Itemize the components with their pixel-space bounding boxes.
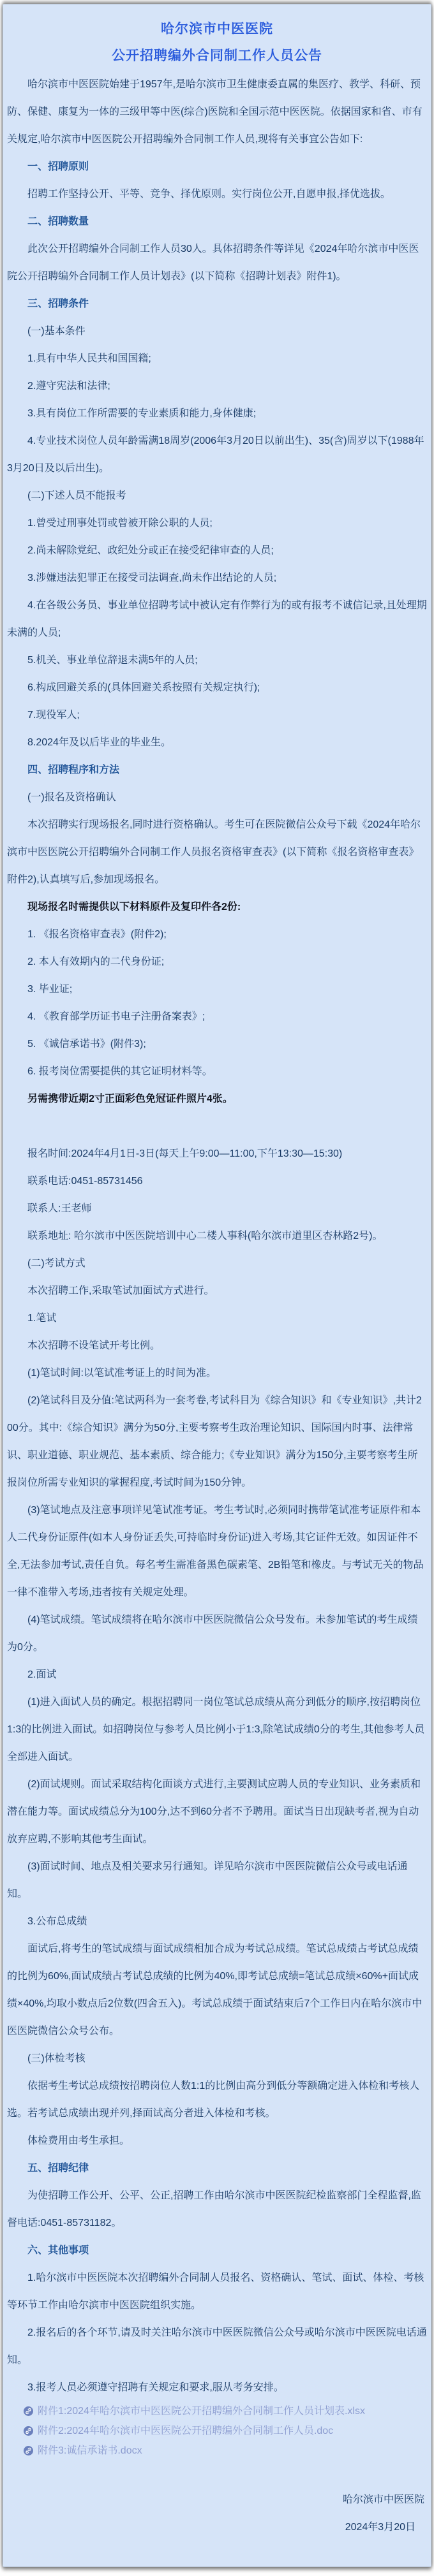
paragraph: 3.涉嫌违法犯罪正在接受司法调查,尚未作出结论的人员; bbox=[27, 573, 277, 583]
section-heading: 一、招聘原则 bbox=[27, 161, 89, 172]
attachment-label: 附件2:2024年哈尔滨市中医医院公开招聘编外合同制工作人员.doc bbox=[38, 2426, 334, 2436]
signature-date: 2024年3月20日 bbox=[345, 2522, 415, 2533]
paragraph: (三)体检考核 bbox=[27, 2053, 86, 2064]
paragraph: 3.公布总成绩 bbox=[27, 1916, 87, 1927]
paragraph: 2.遵守宪法和法律; bbox=[27, 381, 110, 392]
link-icon bbox=[24, 2446, 33, 2455]
paragraph: 联系电话:0451-85731456 bbox=[27, 1176, 143, 1187]
link-icon bbox=[24, 2426, 33, 2436]
paragraph: 5.机关、事业单位辞退未满5年的人员; bbox=[27, 655, 198, 666]
paragraph: (2)面试规则。面试采取结构化面谈方式进行,主要测试应聘人员的专业知识、业务素质和潜在能力等。面试成绩总分为100分,达不到60分者不予聘用。面试当日出现缺考者,视为自动放弃应聘,不影响其他考生面试。 bbox=[7, 1779, 421, 1845]
paragraph: 1.哈尔滨市中医医院本次招聘编外合同制人员报名、资格确认、笔试、面试、体检、考核等环节工作由哈尔滨市中医医院组织实施。 bbox=[7, 2272, 424, 2311]
section-heading: 二、招聘数量 bbox=[27, 216, 89, 227]
attachment-label: 附件3:诚信承诺书.docx bbox=[38, 2445, 142, 2456]
bold-note: 另需携带近期2寸正面彩色免冠证件照片4张。 bbox=[27, 1094, 233, 1104]
paragraph: (二)下述人员不能报考 bbox=[27, 490, 126, 501]
link-icon bbox=[24, 2406, 33, 2416]
paragraph: 5. 《诚信承诺书》(附件3); bbox=[27, 1039, 146, 1050]
paragraph: 体检费用由考生承担。 bbox=[27, 2135, 130, 2146]
attachment-link[interactable] bbox=[24, 2441, 427, 2461]
paragraph: 4. 《教育部学历证书电子注册备案表》; bbox=[27, 1011, 206, 1022]
paragraph: 本次招聘不设笔试开考比例。 bbox=[27, 1340, 161, 1351]
paragraph: (4)笔试成绩。笔试成绩将在哈尔滨市中医医院微信公众号发布。未参加笔试的考生成绩为0分。 bbox=[7, 1614, 418, 1653]
signature-org: 哈尔滨市中医医院 bbox=[342, 2494, 424, 2505]
paragraph: 依据考生考试总成绩按招聘岗位人数1:1的比例由高分到低分等额确定进入体检和考核人选。若考试总成绩出现并列,择面试高分者进入体检和考核。 bbox=[7, 2081, 420, 2119]
paragraph: (二)考试方式 bbox=[27, 1258, 86, 1269]
announcement-panel bbox=[3, 4, 431, 2567]
section-heading: 三、招聘条件 bbox=[27, 298, 89, 309]
paragraph: 4.在各级公务员、事业单位招聘考试中被认定有作弊行为的或有报考不诚信记录,且处理期未满的人员; bbox=[7, 600, 427, 638]
paragraph: (3)笔试地点及注意事项详见笔试准考证。考生考试时,必须同时携带笔试准考证原件和本人二代身份证原件(如本人身份证丢失,可持临时身份证)进入考场,其它证件无效。如因证件不全,无法参加考试,责任自负。每名考生需准备黑色碳素笔、2B铅笔和橡皮。与考试无关的物品一律不准带入考场,违者按有关规定处理。 bbox=[7, 1505, 424, 1598]
paragraph: 8.2024年及以后毕业的毕业生。 bbox=[27, 737, 171, 748]
paragraph: 2.报名后的各个环节,请及时关注哈尔滨市中医医院微信公众号或哈尔滨市中医医院电话通知。 bbox=[7, 2327, 427, 2366]
paragraph: 2.面试 bbox=[27, 1669, 57, 1680]
paragraph: 2.尚未解除党纪、政纪处分或正在接受纪律审查的人员; bbox=[27, 545, 274, 556]
paragraph: 面试后,将考生的笔试成绩与面试成绩相加合成为考试总成绩。笔试总成绩占考试总成绩的比例为60%,面试成绩占考试总成绩的比例为40%,即考试总成绩=笔试总成绩×60%+面试成绩×40%,均取小数点后2位数(四舍五入)。考试总成绩于面试结束后7个工作日内在哈尔滨市中医医院微信公众号公布。 bbox=[7, 1943, 423, 2037]
paragraph: 3.报考人员必须遵守招聘有关规定和要求,服从考务安排。 bbox=[27, 2382, 284, 2393]
blank-line bbox=[7, 1113, 427, 1140]
paragraph: 报名时间:2024年4月1日-3日(每天上午9:00—11:00,下午13:30—15:30) bbox=[27, 1148, 343, 1159]
paragraph: 哈尔滨市中医医院始建于1957年,是哈尔滨市卫生健康委直属的集医疗、教学、科研、预防、保健、康复为一体的三级甲等中医(综合)医院和全国示范中医医院。依据国家和省、市有关规定,哈尔滨市中医医院公开招聘编外合同制工作人员,现将有关事宜公告如下: bbox=[7, 79, 423, 145]
paragraph: 1.曾受过刑事处罚或曾被开除公职的人员; bbox=[27, 518, 213, 529]
paragraph: 3.具有岗位工作所需要的专业素质和能力,身体健康; bbox=[27, 408, 257, 419]
document-subtitle: 公开招聘编外合同制工作人员公告 bbox=[112, 48, 322, 63]
paragraph: 7.现役军人; bbox=[27, 710, 80, 721]
paragraph: 联系人:王老师 bbox=[27, 1203, 92, 1214]
attachment-label: 附件1:2024年哈尔滨市中医医院公开招聘编外合同制工作人员计划表.xlsx bbox=[38, 2406, 365, 2417]
paragraph: 此次公开招聘编外合同制工作人员30人。具体招聘条件等详见《2024年哈尔滨市中医医院公开招聘编外合同制工作人员计划表》(以下简称《招聘计划表》附件1)。 bbox=[7, 244, 419, 282]
paragraph: 为使招聘工作公开、公平、公正,招聘工作由哈尔滨市中医医院纪检监察部门全程监督,监督电话:0451-85731182。 bbox=[7, 2190, 421, 2228]
attachment-link[interactable] bbox=[24, 2421, 427, 2441]
section-heading: 六、其他事项 bbox=[27, 2245, 89, 2256]
paragraph: 联系地址: 哈尔滨市中医医院培训中心二楼人事科(哈尔滨市道里区杏林路2号)。 bbox=[27, 1231, 383, 1241]
paragraph: 本次招聘实行现场报名,同时进行资格确认。考生可在医院微信公众号下载《2024年哈尔滨市中医医院公开招聘编外合同制工作人员报名资格审查表》(以下简称《报名资格审查表》附件2),认真填写后,参加现场报名。 bbox=[7, 819, 421, 885]
paragraph: 招聘工作坚持公开、平等、竞争、择优原则。实行岗位公开,自愿申报,择优选拔。 bbox=[27, 189, 391, 200]
attachment-link[interactable] bbox=[24, 2401, 427, 2421]
paragraph: 1.笔试 bbox=[27, 1313, 57, 1324]
paragraph: (1)进入面试人员的确定。根据招聘同一岗位笔试总成绩从高分到低分的顺序,按招聘岗位1:3的比例进入面试。如招聘岗位与参考人员比例小于1:3,除笔试成绩0分的考生,其他参考人员全部进入面试。 bbox=[7, 1697, 425, 1762]
paragraph: 1.具有中华人民共和国国籍; bbox=[27, 353, 151, 364]
section-heading: 五、招聘纪律 bbox=[27, 2163, 89, 2174]
paragraph: 3. 毕业证; bbox=[27, 984, 73, 995]
document-footer bbox=[7, 2486, 427, 2541]
paragraph: (2)笔试科目及分值:笔试两科为一套考卷,考试科目为《综合知识》和《专业知识》,共计200分。其中:《综合知识》满分为50分,主要考察考生政治理论知识、国际国内时事、法律常识、职业道德、职业规范、基本素质、综合能力;《专业知识》满分为150分,主要考察考生所报岗位所需专业知识的掌握程度,考试时间为150分钟。 bbox=[7, 1395, 422, 1488]
paragraph: 2. 本人有效期内的二代身份证; bbox=[27, 956, 165, 967]
document-title: 哈尔滨市中医医院 bbox=[161, 22, 273, 36]
paragraph: (3)面试时间、地点及相关要求另行通知。详见哈尔滨市中医医院微信公众号或电话通知。 bbox=[7, 1861, 408, 1899]
paragraph: 6. 报考岗位需要提供的其它证明材料等。 bbox=[27, 1066, 213, 1077]
paragraph: 4.专业技术岗位人员年龄需满18周岁(2006年3月20日以前出生)、35(含)周岁以下(1988年3月20日及以后出生)。 bbox=[7, 435, 424, 474]
paragraph: (1)笔试时间:以笔试准考证上的时间为准。 bbox=[27, 1368, 217, 1379]
section-heading: 四、招聘程序和方法 bbox=[27, 765, 120, 775]
paragraph: 本次招聘工作,采取笔试加面试方式进行。 bbox=[27, 1285, 214, 1296]
paragraph: 6.构成回避关系的(具体回避关系按照有关规定执行); bbox=[27, 682, 260, 693]
paragraph: 1. 《报名资格审查表》(附件2); bbox=[27, 929, 167, 940]
paragraph: (一)报名及资格确认 bbox=[27, 792, 116, 803]
document-body bbox=[7, 71, 427, 2461]
bold-note: 现场报名时需提供以下材料原件及复印件各2份: bbox=[27, 902, 241, 912]
paragraph: (一)基本条件 bbox=[27, 326, 86, 337]
